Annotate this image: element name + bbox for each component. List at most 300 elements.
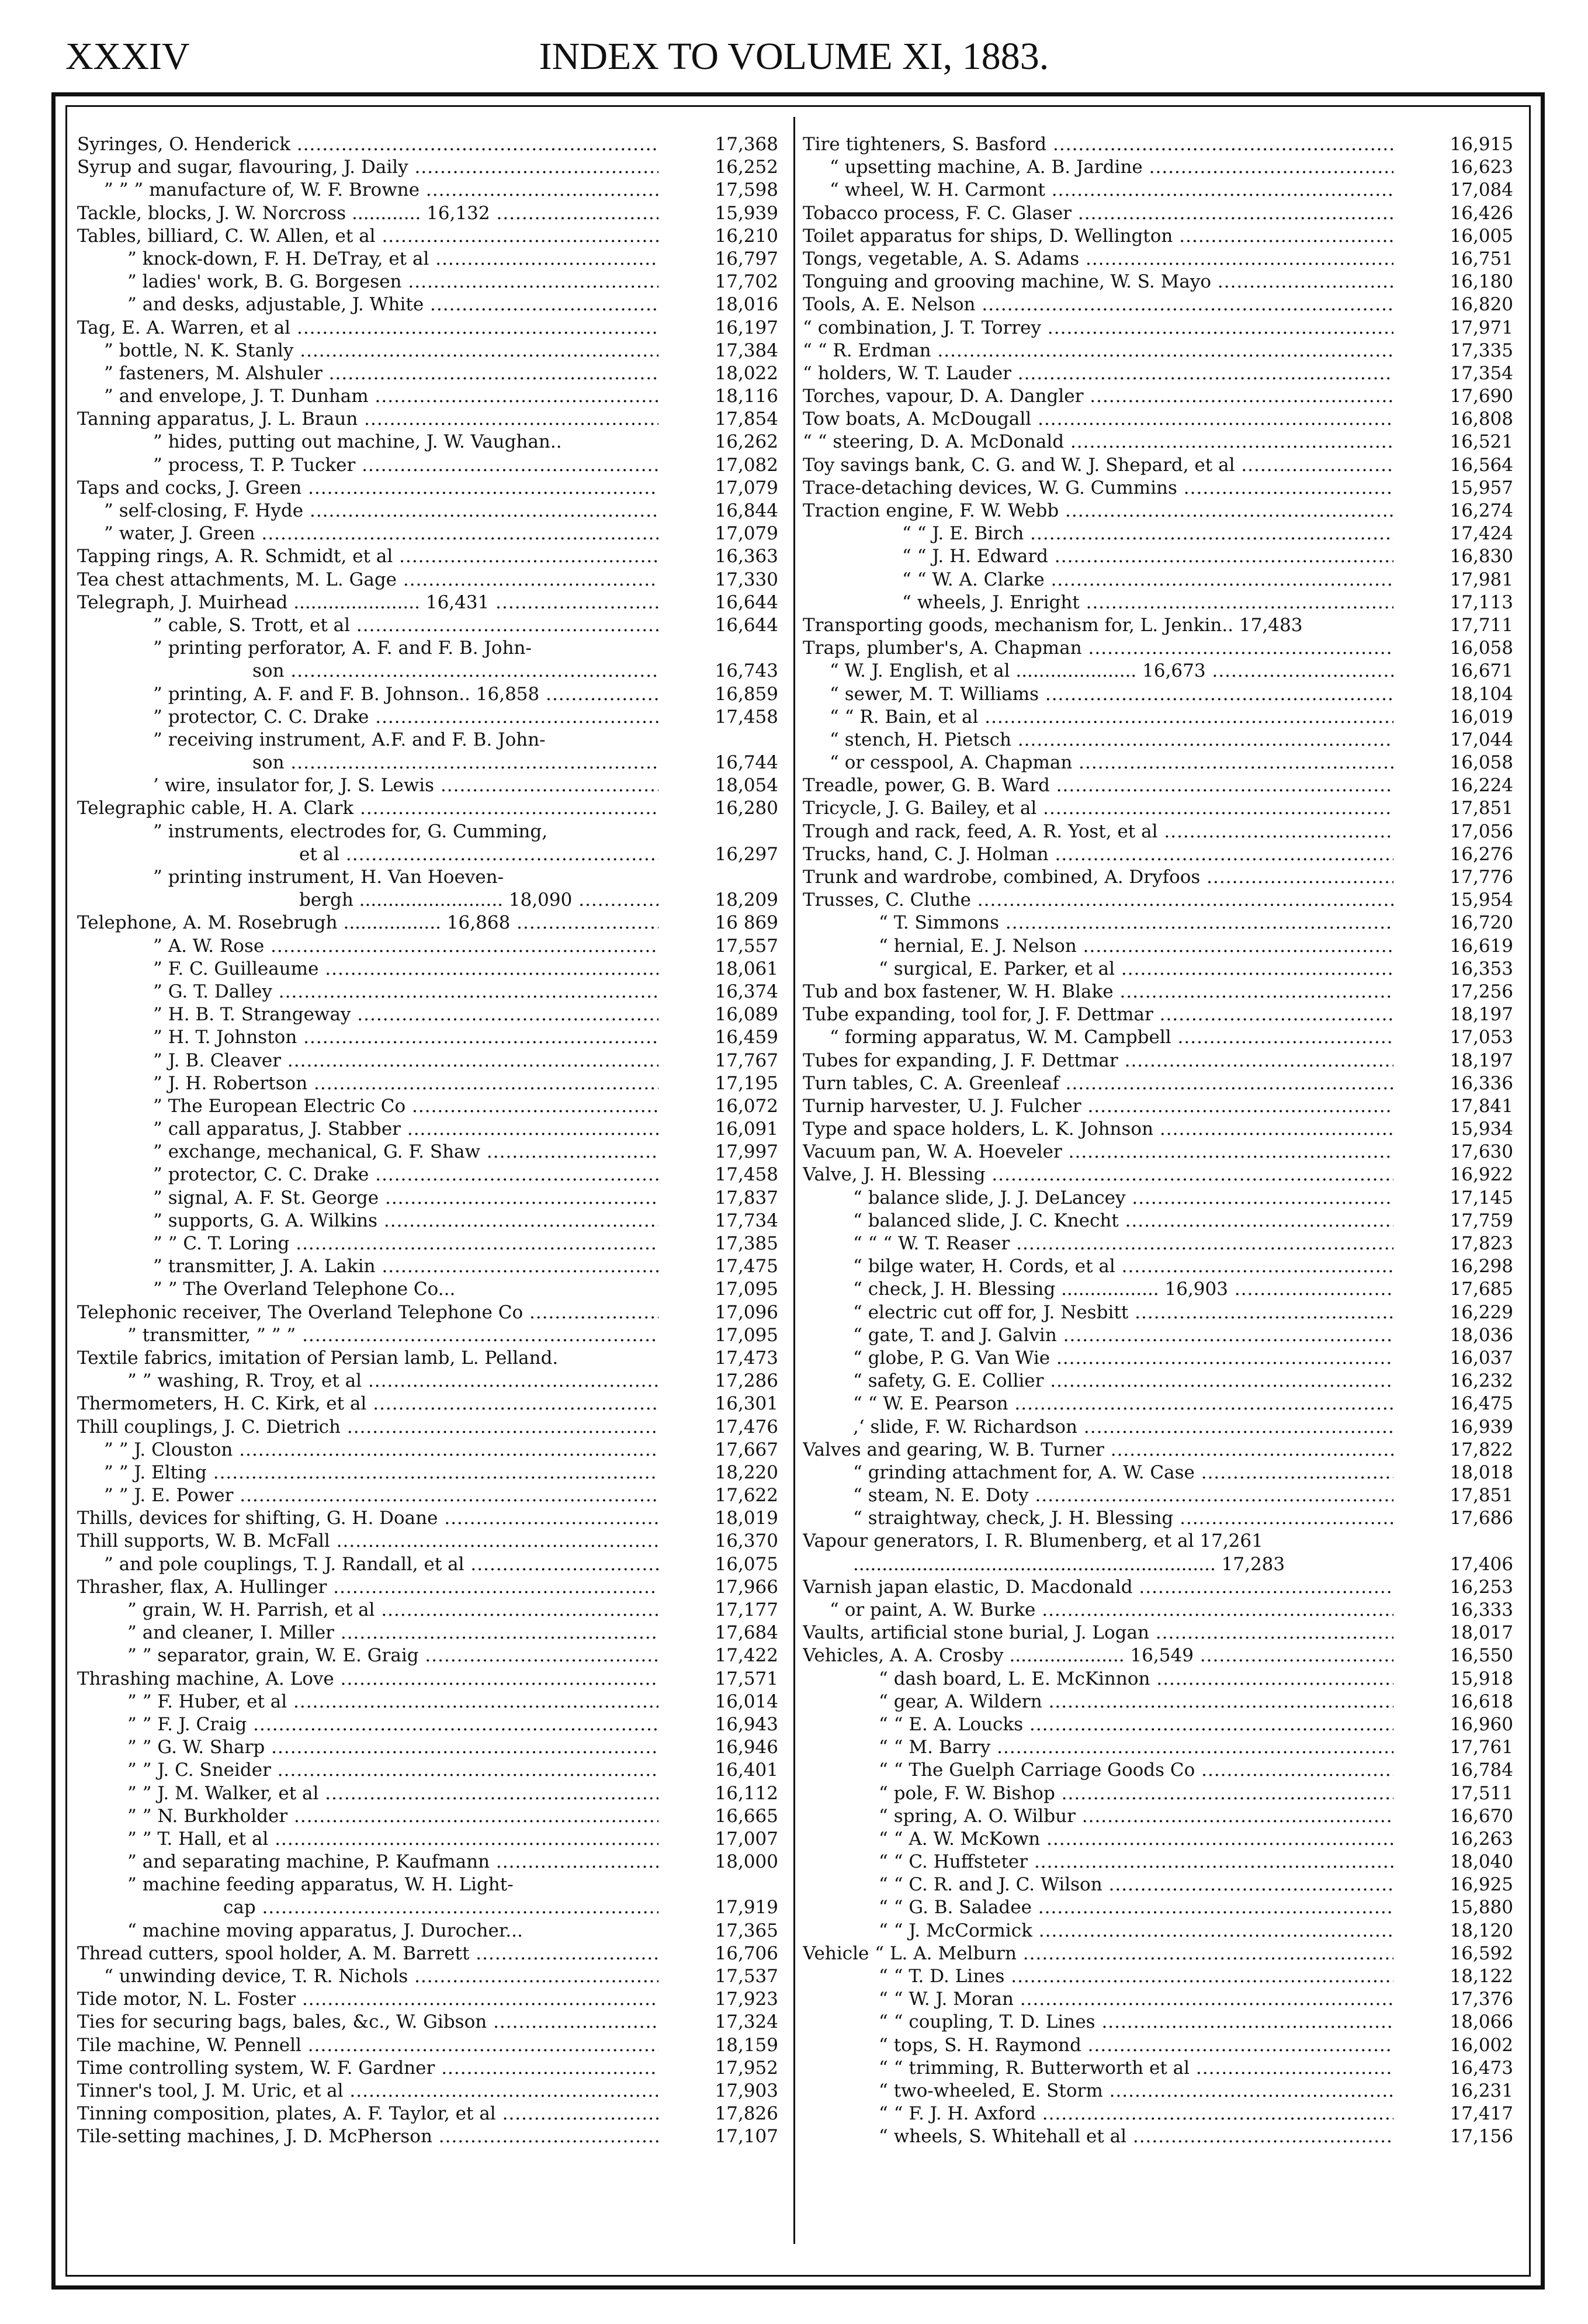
entry-text: Tackle, blocks, J. W. Norcross ............ 16,132 .....	[77, 202, 658, 225]
entry-text: “ bilge water, H. Cords, et al .....	[803, 1255, 1393, 1278]
index-entry	[803, 637, 1513, 660]
index-entry	[77, 1393, 778, 1415]
patent-number: 18,159	[715, 2034, 778, 2056]
index-entry	[77, 1461, 778, 1484]
index-entry	[77, 1095, 778, 1118]
patent-number: 16,706	[715, 1942, 778, 1964]
entry-text: “ hernial, E. J. Nelson .....	[803, 935, 1393, 958]
index-entry	[803, 1439, 1513, 1461]
patent-number: 16,946	[715, 1737, 778, 1758]
index-entry	[803, 362, 1513, 385]
patent-number: 16,058	[1450, 638, 1513, 659]
index-entry	[803, 1484, 1513, 1507]
index-entry	[77, 2057, 778, 2080]
patent-number: 16,550	[1450, 1645, 1513, 1667]
patent-number: 17,056	[1450, 820, 1513, 842]
entry-text: ” A. W. Rose .....	[77, 935, 658, 958]
patent-number: 17,095	[715, 1279, 778, 1300]
index-entry	[803, 1301, 1513, 1324]
patent-number: 16,960	[1450, 1713, 1513, 1735]
entry-text: ” ” J. C. Sneider .....	[77, 1759, 658, 1782]
entry-text: ” cable, S. Trott, et al .....	[77, 614, 658, 637]
patent-number: 16,280	[715, 798, 778, 819]
entry-text: ” H. B. T. Strangeway .....	[77, 1003, 658, 1026]
entry-text: Valve, J. H. Blessing .....	[803, 1163, 1393, 1186]
entry-text: “ “ trimming, R. Butterworth et al .....	[803, 2057, 1393, 2080]
entry-text: Vacuum pan, W. A. Hoeveler .....	[803, 1141, 1393, 1163]
entry-text: “ electric cut off for, J. Nesbitt .....	[803, 1301, 1393, 1324]
entry-text: Valves and gearing, W. B. Turner .....	[803, 1439, 1393, 1461]
patent-number: 16,619	[1450, 935, 1513, 957]
index-entry	[803, 774, 1513, 797]
entry-text: Turn tables, C. A. Greenleaf .....	[803, 1072, 1393, 1095]
index-entry	[803, 1026, 1513, 1049]
patent-number: 17,335	[1450, 340, 1513, 361]
entry-text: “ “ G. B. Saladee .....	[803, 1896, 1393, 1919]
entry-text: ” bottle, N. K. Stanly .....	[77, 340, 658, 362]
index-entry	[803, 1050, 1513, 1072]
index-entry	[803, 179, 1513, 202]
index-entry	[77, 751, 778, 774]
entry-text: “ two-wheeled, E. Storm .....	[803, 2080, 1393, 2103]
patent-number: 17,458	[715, 706, 778, 728]
patent-number: 16,401	[715, 1760, 778, 1781]
index-entry	[77, 1576, 778, 1599]
entry-text: ” instruments, electrodes for, G. Cumming,	[153, 820, 548, 842]
entry-text: Tongs, vegetable, A. S. Adams .....	[803, 248, 1393, 271]
index-entry	[77, 729, 778, 751]
index-entry	[77, 912, 778, 934]
entry-text: ” transmitter, ” ” ” .....	[77, 1324, 658, 1347]
index-entry	[77, 820, 778, 843]
entry-text: ,‘ slide, F. W. Richardson .....	[803, 1416, 1393, 1439]
entry-text: Vaults, artificial stone burial, J. Logan .....	[803, 1622, 1393, 1644]
entry-text: ” exchange, mechanical, G. F. Shaw .....	[77, 1141, 658, 1163]
patent-number: 17,630	[1450, 1141, 1513, 1163]
patent-number: 17,424	[1450, 523, 1513, 545]
index-entry	[77, 225, 778, 248]
patent-number: 17,256	[1450, 981, 1513, 1002]
patent-number: 18,016	[715, 294, 778, 316]
index-entry	[77, 591, 778, 614]
entry-text: ” ” washing, R. Troy, et al .....	[77, 1370, 658, 1393]
entry-text: ” printing, A. F. and F. B. Johnson.. 16,858 .....	[77, 683, 658, 706]
index-entry	[77, 477, 778, 500]
index-entry	[77, 637, 778, 660]
index-entry	[803, 958, 1513, 981]
patent-number: 16,830	[1450, 546, 1513, 567]
index-entry	[77, 1965, 778, 1988]
index-entry	[803, 1759, 1513, 1782]
index-entry	[803, 1324, 1513, 1347]
index-entry	[803, 935, 1513, 958]
column-divider	[793, 117, 795, 2244]
patent-number: 16,231	[1450, 2080, 1513, 2101]
patent-number: 17,919	[715, 1897, 778, 1918]
entry-text: Thrasher, flax, A. Hullinger .....	[77, 1576, 658, 1599]
patent-number: 16,180	[1450, 271, 1513, 293]
entry-text: Telegraphic cable, H. A. Clark .....	[77, 797, 658, 820]
index-entry	[803, 431, 1513, 453]
index-entry	[803, 1278, 1513, 1301]
entry-text: Thill couplings, J. C. Dietrich .....	[77, 1416, 658, 1439]
entry-text: ” F. C. Guilleaume .....	[77, 958, 658, 981]
patent-number: 16,353	[1450, 958, 1513, 979]
index-entry	[803, 660, 1513, 683]
patent-number: 16,005	[1450, 225, 1513, 247]
entry-text: bergh ......................... 18,090 .....	[77, 889, 658, 912]
index-entry	[803, 569, 1513, 591]
index-entry	[77, 248, 778, 271]
index-entry	[77, 545, 778, 568]
index-entry	[77, 385, 778, 408]
index-entry	[77, 1622, 778, 1644]
patent-number: 16,720	[1450, 912, 1513, 934]
patent-number: 17,458	[715, 1164, 778, 1186]
index-entry	[803, 912, 1513, 934]
patent-number: 16,374	[715, 981, 778, 1002]
entry-text: “ “ steering, D. A. McDonald .....	[803, 431, 1393, 453]
entry-text: Tube expanding, tool for, J. F. Dettmar .....	[803, 1003, 1393, 1026]
index-entry	[77, 774, 778, 797]
index-entry	[803, 1461, 1513, 1484]
patent-number: 17,113	[1450, 591, 1513, 613]
index-entry	[803, 317, 1513, 340]
patent-number: 16,644	[715, 591, 778, 613]
patent-number: 16,521	[1450, 431, 1513, 453]
index-entry	[803, 1828, 1513, 1851]
patent-number: 16,089	[715, 1004, 778, 1026]
entry-text: “ “ J. E. Birch .....	[803, 522, 1393, 545]
entry-text: Trunk and wardrobe, combined, A. Dryfoos .....	[803, 866, 1393, 889]
index-entry	[77, 797, 778, 820]
patent-number: 16,820	[1450, 294, 1513, 316]
entry-text: “ “ C. R. and J. C. Wilson .....	[803, 1873, 1393, 1896]
patent-number: 17,330	[715, 569, 778, 590]
patent-number: 17,823	[1450, 1233, 1513, 1254]
patent-number: 17,084	[1450, 179, 1513, 201]
index-entry	[77, 1873, 778, 1896]
index-entry	[803, 1072, 1513, 1095]
entry-text: Type and space holders, L. K. Johnson .....	[803, 1118, 1393, 1141]
patent-number: 16,744	[715, 752, 778, 774]
index-entry	[803, 2034, 1513, 2057]
index-entry	[803, 1873, 1513, 1896]
patent-number: 17,079	[715, 523, 778, 545]
entry-text: “ safety, G. E. Collier .....	[803, 1370, 1393, 1393]
entry-text: “ dash board, L. E. McKinnon .....	[803, 1668, 1393, 1691]
index-entry	[803, 2011, 1513, 2034]
entry-text: Torches, vapour, D. A. Dangler .....	[803, 385, 1393, 408]
patent-number: 17,767	[715, 1050, 778, 1071]
index-entry	[77, 1599, 778, 1622]
patent-number: 15,957	[1450, 477, 1513, 498]
patent-number: 16,019	[1450, 706, 1513, 728]
index-entry	[77, 1507, 778, 1530]
patent-number: 15,918	[1450, 1668, 1513, 1689]
entry-text: ” transmitter, J. A. Lakin .....	[77, 1255, 658, 1278]
patent-number: 17,851	[1450, 1485, 1513, 1506]
index-entry	[803, 408, 1513, 431]
entry-text: ” ” N. Burkholder .....	[77, 1805, 658, 1828]
patent-number: 18,197	[1450, 1004, 1513, 1026]
entry-text: ” ” separator, grain, W. E. Graig .....	[77, 1644, 658, 1667]
index-entry	[77, 889, 778, 912]
entry-text: et al .....	[77, 843, 658, 866]
entry-text: Telephone, A. M. Rosebrugh ................. 16,868 .....	[77, 912, 658, 934]
index-entry	[803, 1370, 1513, 1393]
entry-text: ” and envelope, J. T. Dunham .....	[77, 385, 658, 408]
index-entry	[77, 569, 778, 591]
patent-number: 17,571	[715, 1668, 778, 1689]
entry-text: Toilet apparatus for ships, D. Wellington .....	[803, 225, 1393, 248]
patent-number: 16,058	[1450, 752, 1513, 774]
entry-text: Syrup and sugar, flavouring, J. Daily .....	[77, 156, 658, 179]
index-entry	[803, 385, 1513, 408]
patent-number: 16,002	[1450, 2034, 1513, 2056]
entry-text: Thread cutters, spool holder, A. M. Barrett .....	[77, 1942, 658, 1965]
index-entry	[803, 1782, 1513, 1805]
entry-text: Tub and box fastener, W. H. Blake .....	[803, 981, 1393, 1003]
patent-number: 15,954	[1450, 889, 1513, 911]
index-entry	[803, 1668, 1513, 1691]
patent-number: 18,036	[1450, 1324, 1513, 1346]
entry-text: Tapping rings, A. R. Schmidt, et al .....	[77, 545, 658, 568]
entry-text: ” ” C. T. Loring .....	[77, 1232, 658, 1255]
patent-number: 17,690	[1450, 386, 1513, 407]
index-entry	[77, 1759, 778, 1782]
index-entry	[803, 1393, 1513, 1415]
index-column-right	[803, 133, 1513, 2149]
entry-text: “ T. Simmons .....	[803, 912, 1393, 934]
patent-number: 16,751	[1450, 248, 1513, 269]
patent-number: 16,091	[715, 1118, 778, 1140]
entry-text: Thill supports, W. B. McFall .....	[77, 1530, 658, 1553]
entry-text: ” ” J. Elting .....	[77, 1461, 658, 1484]
entry-text: ” machine feeding apparatus, W. H. Light-	[127, 1874, 514, 1896]
index-entry	[77, 1644, 778, 1667]
entry-text: Thermometers, H. C. Kirk, et al .....	[77, 1393, 658, 1415]
patent-number: 16,859	[715, 683, 778, 705]
entry-text: Time controlling system, W. F. Gardner .....	[77, 2057, 658, 2080]
patent-number: 18,220	[715, 1461, 778, 1483]
patent-number: 17,841	[1450, 1095, 1513, 1117]
entry-text: ” H. T. Johnston .....	[77, 1026, 658, 1049]
patent-number: 17,598	[715, 179, 778, 201]
index-entry	[77, 2011, 778, 2034]
index-entry	[77, 431, 778, 453]
index-entry	[77, 1782, 778, 1805]
entry-text: “ stench, H. Pietsch .....	[803, 729, 1393, 751]
entry-text: ” ” J. M. Walker, et al .....	[77, 1782, 658, 1805]
index-entry	[77, 958, 778, 981]
patent-number: 16,743	[715, 660, 778, 682]
index-entry	[803, 248, 1513, 271]
entry-text: ” ” F. Huber, et al .....	[77, 1691, 658, 1713]
entry-text: Tonguing and grooving machine, W. S. Mayo .....	[803, 271, 1393, 293]
patent-number: 17,622	[715, 1485, 778, 1506]
patent-number: 17,384	[715, 340, 778, 361]
entry-text: ” and desks, adjustable, J. White .....	[77, 293, 658, 316]
entry-text: Tobacco process, F. C. Glaser .....	[803, 202, 1393, 225]
entry-text: ” and cleaner, I. Miller .....	[77, 1622, 658, 1644]
patent-number: 17,365	[715, 1920, 778, 1941]
index-entry	[803, 2125, 1513, 2148]
index-entry	[803, 729, 1513, 751]
patent-number: 17,145	[1450, 1187, 1513, 1208]
entry-text: Telephonic receiver, The Overland Telephone Co .....	[77, 1301, 658, 1324]
index-entry	[803, 2080, 1513, 2103]
index-entry	[77, 2034, 778, 2057]
entry-text: Tinning composition, plates, A. F. Taylor, et al .....	[77, 2103, 658, 2125]
patent-number: 16,915	[1450, 134, 1513, 155]
patent-number: 16,253	[1450, 1576, 1513, 1598]
index-entry	[77, 1118, 778, 1141]
entry-text: Tire tighteners, S. Basford .....	[803, 133, 1393, 156]
patent-number: 17,417	[1450, 2103, 1513, 2125]
patent-number: 16,644	[715, 614, 778, 636]
patent-number: 17,354	[1450, 362, 1513, 384]
index-entry	[803, 1141, 1513, 1163]
patent-number: 15,880	[1450, 1897, 1513, 1918]
entry-text: “ check, J. H. Blessing ................. 16,903 .....	[803, 1278, 1393, 1301]
index-entry	[77, 2103, 778, 2125]
entry-text: ” J. B. Cleaver .....	[77, 1050, 658, 1072]
patent-number: 17,684	[715, 1622, 778, 1644]
patent-number: 18,209	[715, 889, 778, 911]
entry-text: “ or paint, A. W. Burke .....	[803, 1599, 1393, 1622]
patent-number: 16,298	[1450, 1256, 1513, 1277]
index-entry	[803, 1232, 1513, 1255]
index-entry	[77, 522, 778, 545]
patent-number: 18,018	[1450, 1461, 1513, 1483]
patent-number: 17,007	[715, 1828, 778, 1849]
index-entry	[77, 340, 778, 362]
entry-text: ” hides, putting out machine, J. W. Vaughan..	[153, 431, 562, 453]
entry-text: “ surgical, E. Parker, et al .....	[803, 958, 1393, 981]
index-entry	[77, 1255, 778, 1278]
index-entry	[77, 454, 778, 477]
index-entry	[77, 1141, 778, 1163]
entry-text: ” The European Electric Co .....	[77, 1095, 658, 1118]
entry-text: ” call apparatus, J. Stabber .....	[77, 1118, 658, 1141]
index-entry	[803, 1553, 1513, 1576]
entry-text: Tow boats, A. McDougall .....	[803, 408, 1393, 431]
entry-text: ” ” F. J. Craig .....	[77, 1713, 658, 1736]
patent-number: 17,997	[715, 1141, 778, 1163]
patent-number: 18,022	[715, 362, 778, 384]
index-entry	[803, 1920, 1513, 1942]
index-entry	[803, 866, 1513, 889]
index-entry	[77, 1851, 778, 1873]
patent-number: 16,426	[1450, 202, 1513, 224]
index-entry	[803, 683, 1513, 706]
patent-number: 16,276	[1450, 843, 1513, 865]
index-entry	[803, 271, 1513, 293]
index-entry	[77, 317, 778, 340]
index-entry	[803, 797, 1513, 820]
patent-number: 16,844	[715, 500, 778, 521]
index-entry	[803, 477, 1513, 500]
patent-number: 16,665	[715, 1805, 778, 1827]
index-entry	[803, 1736, 1513, 1759]
entry-text: “ balanced slide, J. C. Knecht .....	[803, 1210, 1393, 1232]
patent-number: 17,667	[715, 1439, 778, 1460]
index-entry	[803, 1118, 1513, 1141]
index-entry	[803, 1622, 1513, 1644]
index-entry	[803, 1713, 1513, 1736]
entry-text: ” J. H. Robertson .....	[77, 1072, 658, 1095]
index-entry	[77, 843, 778, 866]
index-entry	[803, 981, 1513, 1003]
index-entry	[803, 156, 1513, 179]
patent-number: 16,564	[1450, 454, 1513, 476]
index-entry	[77, 1163, 778, 1186]
entry-text: “ straightway, check, J. H. Blessing .....	[803, 1507, 1393, 1530]
patent-number: 17,195	[715, 1072, 778, 1094]
index-entry	[77, 1324, 778, 1347]
patent-number: 16,363	[715, 546, 778, 567]
patent-number: 17,079	[715, 477, 778, 498]
index-entry	[77, 1805, 778, 1828]
entry-text: ” ladies' work, B. G. Borgesen .....	[77, 271, 658, 293]
index-entry	[77, 293, 778, 316]
patent-number: 16,210	[715, 225, 778, 247]
index-entry	[803, 1805, 1513, 1828]
entry-text: Trace-detaching devices, W. G. Cummins .....	[803, 477, 1393, 500]
entry-text: “ “ E. A. Loucks .....	[803, 1713, 1393, 1736]
patent-number: 18,197	[1450, 1050, 1513, 1071]
index-entry	[77, 133, 778, 156]
patent-number: 17,096	[715, 1301, 778, 1323]
index-entry	[803, 706, 1513, 729]
patent-number: 17,053	[1450, 1027, 1513, 1048]
index-entry	[803, 2103, 1513, 2125]
entry-text: “ wheels, S. Whitehall et al .....	[803, 2125, 1393, 2148]
patent-number: 17,557	[715, 935, 778, 957]
entry-text: Tricycle, J. G. Bailey, et al .....	[803, 797, 1393, 820]
index-entry	[803, 1576, 1513, 1599]
entry-text: “ balance slide, J. J. DeLancey .....	[803, 1187, 1393, 1210]
entry-text: “ combination, J. T. Torrey .....	[803, 317, 1393, 340]
entry-text: ” protector, C. C. Drake .....	[77, 706, 658, 729]
entry-text: Tea chest attachments, M. L. Gage .....	[77, 569, 658, 591]
index-entry	[77, 1896, 778, 1919]
entry-text: ” ” The Overland Telephone Co...	[153, 1279, 456, 1300]
entry-text: “ “ W. A. Clarke .....	[803, 569, 1393, 591]
patent-number: 17,702	[715, 271, 778, 293]
entry-text: ” and separating machine, P. Kaufmann .....	[77, 1851, 658, 1873]
patent-number: 17,776	[1450, 867, 1513, 888]
index-entry	[77, 683, 778, 706]
patent-number: 16,262	[715, 431, 778, 453]
index-entry	[77, 1920, 778, 1942]
index-entry	[77, 1828, 778, 1851]
entry-text: Trusses, C. Cluthe .....	[803, 889, 1393, 912]
entry-text: “ “ coupling, T. D. Lines .....	[803, 2011, 1393, 2034]
entry-text: Thills, devices for shifting, G. H. Doane .....	[77, 1507, 658, 1530]
patent-number: 17,686	[1450, 1508, 1513, 1529]
entry-text: “ “ W. E. Pearson .....	[803, 1393, 1393, 1415]
entry-text: ” knock-down, F. H. DeTray, et al .....	[77, 248, 658, 271]
patent-number: 15,939	[715, 202, 778, 224]
entry-text: “ “ “ W. T. Reaser .....	[803, 1232, 1393, 1255]
entry-text: Tile-setting machines, J. D. McPherson .....	[77, 2125, 658, 2148]
index-column-left	[77, 133, 778, 2149]
patent-number: 17,837	[715, 1187, 778, 1208]
index-entry	[803, 889, 1513, 912]
index-entry	[803, 1599, 1513, 1622]
